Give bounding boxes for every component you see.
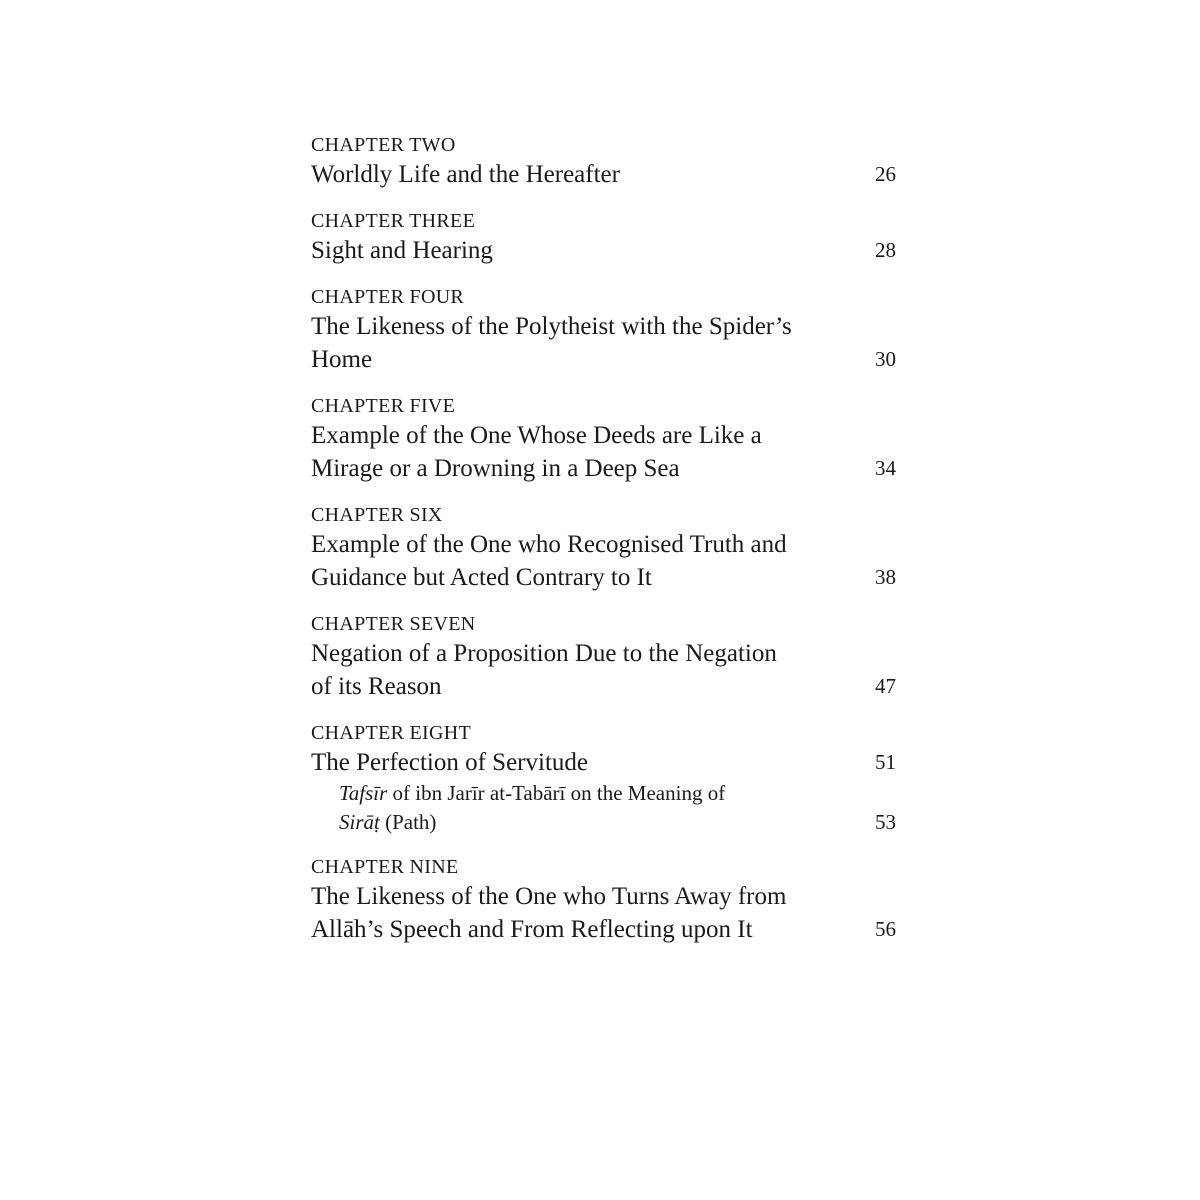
toc-entry-chapter-five (311, 393, 896, 485)
toc-entry-chapter-eight (311, 720, 896, 837)
table-of-contents (311, 132, 896, 963)
page-number: 26 (875, 162, 896, 186)
chapter-title: The Perfection of Servitude (311, 749, 588, 776)
chapter-title: Example of the One Whose Deeds are Like a Mirage or a Drowning in a Deep Sea (311, 422, 762, 482)
toc-entry-chapter-nine (311, 854, 896, 946)
page-number: 53 (875, 810, 896, 834)
toc-entry-chapter-three (311, 208, 896, 267)
sub-entry (311, 779, 896, 837)
chapter-label: CHAPTER THREE (311, 210, 476, 232)
page-number: 34 (875, 456, 896, 480)
chapter-label: CHAPTER SEVEN (311, 613, 476, 635)
page-number: 38 (875, 565, 896, 589)
toc-entry-chapter-two (311, 132, 896, 191)
chapter-title: The Likeness of the One who Turns Away from Allāh’s Speech and From Reflecting upon It (311, 883, 787, 943)
page-number: 28 (875, 238, 896, 262)
chapter-title: Example of the One who Recognised Truth and Guidance but Acted Contrary to It (311, 531, 787, 591)
chapter-label: CHAPTER FOUR (311, 286, 465, 308)
page-number: 56 (875, 917, 896, 941)
chapter-label: CHAPTER EIGHT (311, 722, 472, 744)
toc-entry-chapter-seven (311, 611, 896, 703)
chapter-title: Negation of a Proposition Due to the Negation of its Reason (311, 640, 777, 700)
page-number: 47 (875, 674, 896, 698)
toc-entry-chapter-six (311, 502, 896, 594)
chapter-label: CHAPTER NINE (311, 856, 459, 878)
chapter-title: Sight and Hearing (311, 237, 493, 264)
toc-entry-chapter-four (311, 284, 896, 376)
page-number: 51 (875, 750, 896, 774)
chapter-label: CHAPTER FIVE (311, 395, 456, 417)
chapter-label: CHAPTER SIX (311, 504, 443, 526)
page-number: 30 (875, 347, 896, 371)
chapter-title: Worldly Life and the Hereafter (311, 161, 620, 188)
chapter-title: The Likeness of the Polytheist with the Spider’s Home (311, 313, 792, 373)
chapter-label: CHAPTER TWO (311, 134, 456, 156)
sub-entry-title: Tafsīr of ibn Jarīr at-Tabārī on the Meaning of Sirāṭ (Path) (339, 781, 726, 834)
